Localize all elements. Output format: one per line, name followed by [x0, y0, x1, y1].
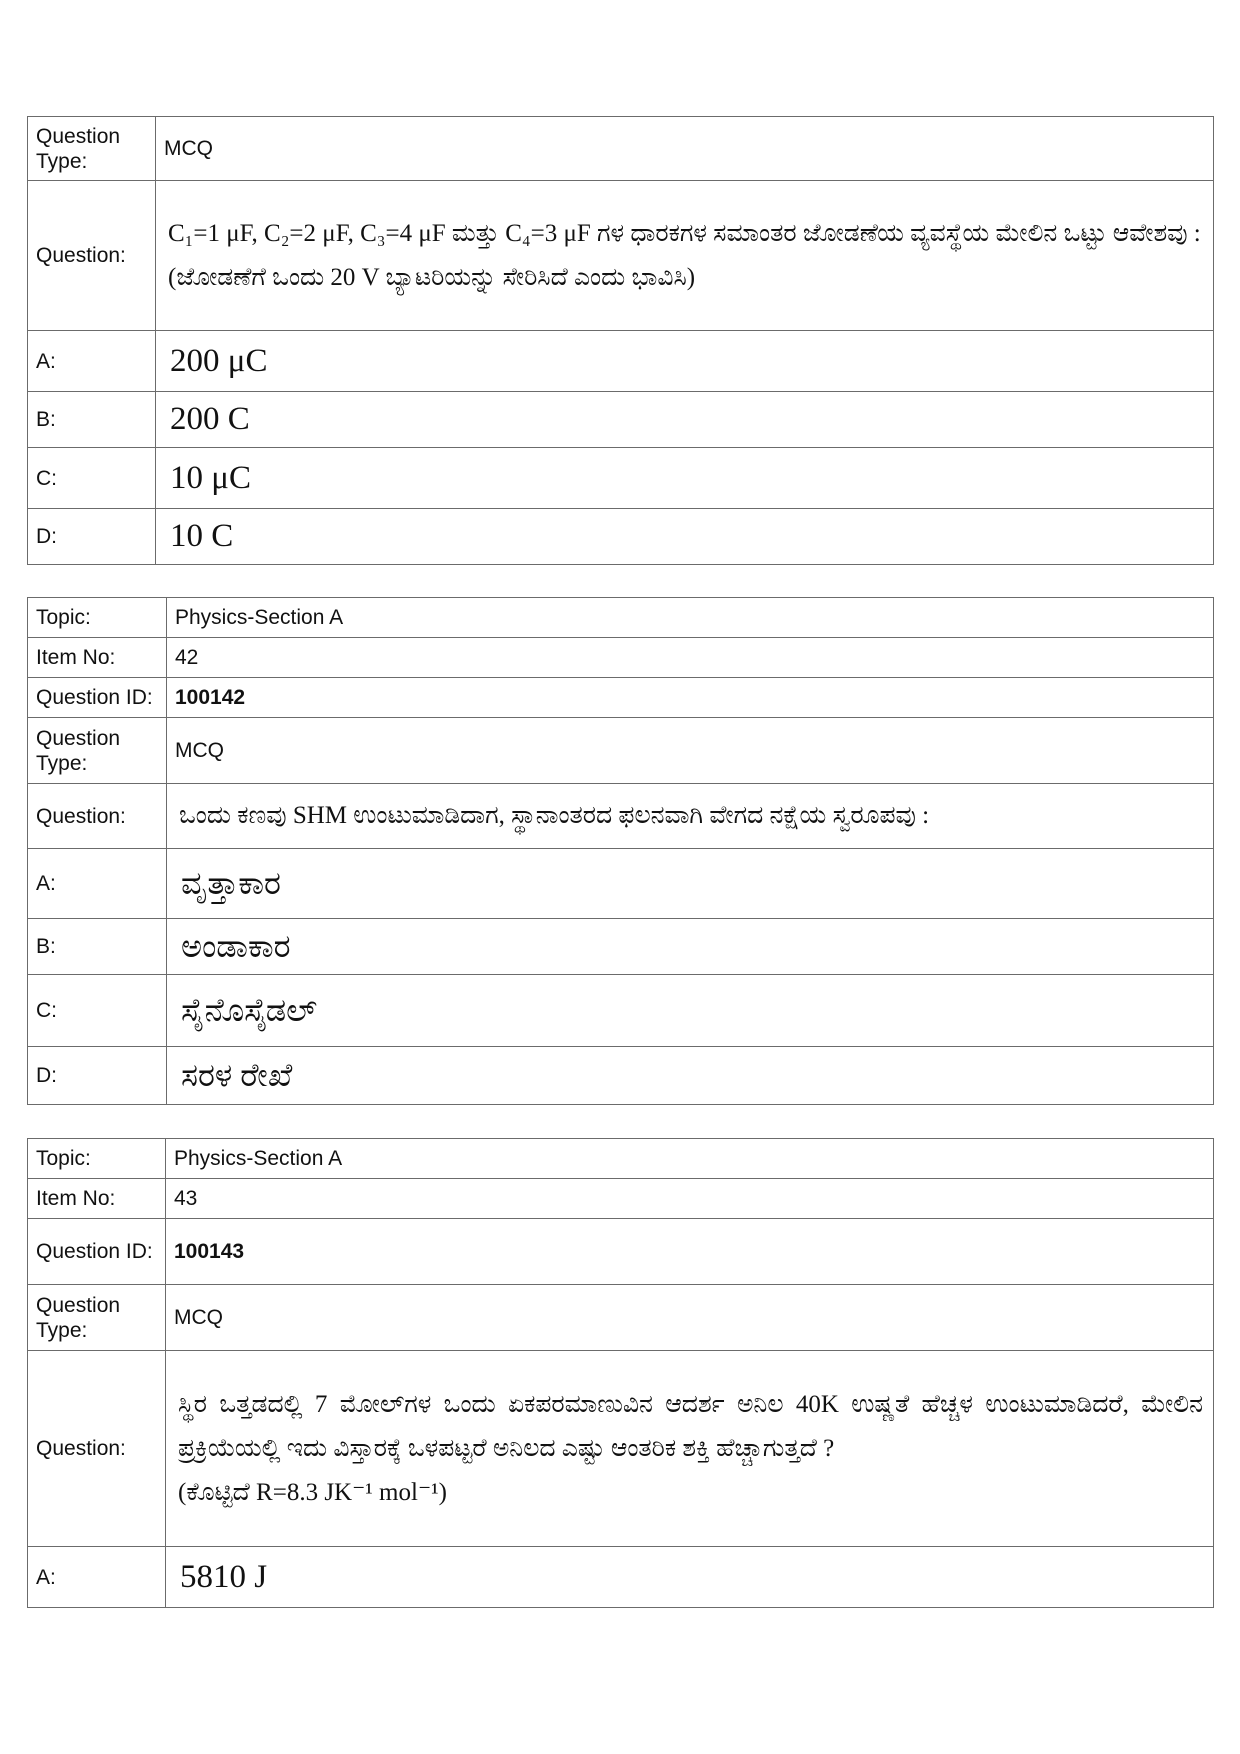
question-text-line-1: C₁=1 μF, C₂=2 μF, C₃=4 μF ಮತ್ತು C₄=3 μF ಗಳ ಧಾರಕಗಳ ಸಮಾಂತರ ಜೋಡಣೆಯ ವ್ಯವಸ್ಥೆಯ ಮೇಲಿನ ಒಟ್ಟು ಆವೇಶವು : — [168, 219, 1201, 247]
option-row-a — [28, 1547, 1214, 1608]
question-text-line-1: ಸ್ಥಿರ ಒತ್ತಡದಲ್ಲಿ 7 ಮೋಲ್‌ಗಳ ಒಂದು ಏಕಪರಮಾಣುವಿನ ಆದರ್ಶ ಅನಿಲ 40K ಉಷ್ಣತೆ ಹೆಚ್ಚಳ ಉಂಟುಮಾಡಿದರೆ, ಮೇಲಿನ ಪ್ರಕ್ರಿಯೆಯಲ್ಲಿ ಇದು ವಿಸ್ತಾರಕ್ಕೆ ಒಳಪಟ್ಟರೆ ಅನಿಲದ ಎಷ್ಟು ಆಂತರಿಕ ಶಕ್ತಿ ಹೆಚ್ಚಾಗುತ್ತದೆ ? — [178, 1390, 1203, 1462]
question-label: Question: — [28, 1351, 166, 1547]
item-no-label: Item No: — [28, 1179, 166, 1219]
question-id-label: Question ID: — [28, 1219, 166, 1285]
question-type-row — [28, 117, 1214, 181]
option-value-a: 200 μC — [156, 331, 1214, 392]
option-value-a: ವೃತ್ತಾಕಾರ — [167, 849, 1214, 919]
question-block-1 — [27, 116, 1214, 565]
option-row-d — [28, 1047, 1214, 1105]
question-row — [28, 1351, 1214, 1547]
option-row-a — [28, 849, 1214, 919]
question-block-3 — [27, 1138, 1214, 1608]
option-value-b: 200 C — [156, 392, 1214, 448]
option-label-a: A: — [28, 1547, 166, 1608]
option-label-c: C: — [28, 448, 156, 509]
option-label-a: A: — [28, 849, 167, 919]
option-label-d: D: — [28, 1047, 167, 1105]
question-block-2 — [27, 597, 1214, 1105]
topic-value: Physics-Section A — [167, 598, 1214, 638]
option-label-b: B: — [28, 919, 167, 975]
item-no-value: 42 — [167, 638, 1214, 678]
question-text: ಒಂದು ಕಣವು SHM ಉಂಟುಮಾಡಿದಾಗ, ಸ್ಥಾನಾಂತರದ ಫಲನವಾಗಿ ವೇಗದ ನಕ್ಷೆಯ ಸ್ವರೂಪವು : — [167, 784, 1214, 849]
option-row-d — [28, 509, 1214, 565]
question-text-line-2: (ಜೋಡಣೆಗೆ ಒಂದು 20 V ಬ್ಯಾಟರಿಯನ್ನು ಸೇರಿಸಿದೆ ಎಂದು ಭಾವಿಸಿ) — [168, 263, 696, 291]
item-no-label: Item No: — [28, 638, 167, 678]
item-no-value: 43 — [166, 1179, 1214, 1219]
question-row — [28, 784, 1214, 849]
option-value-a: 5810 J — [166, 1547, 1214, 1608]
option-row-b — [28, 919, 1214, 975]
option-row-c — [28, 448, 1214, 509]
topic-value: Physics-Section A — [166, 1139, 1214, 1179]
question-type-row — [28, 718, 1214, 784]
question-row — [28, 181, 1214, 331]
topic-label: Topic: — [28, 1139, 166, 1179]
question-id-label: Question ID: — [28, 678, 167, 718]
question-id-row — [28, 1219, 1214, 1285]
item-no-row — [28, 1179, 1214, 1219]
question-text — [156, 181, 1214, 331]
item-no-row — [28, 638, 1214, 678]
question-type-value: MCQ — [156, 117, 1214, 181]
question-type-label: Question Type: — [28, 117, 156, 181]
question-id-row — [28, 678, 1214, 718]
question-type-value: MCQ — [167, 718, 1214, 784]
option-label-d: D: — [28, 509, 156, 565]
question-id-value: 100142 — [167, 678, 1214, 718]
question-text — [166, 1351, 1214, 1547]
option-value-c: 10 μC — [156, 448, 1214, 509]
question-label: Question: — [28, 181, 156, 331]
question-label: Question: — [28, 784, 167, 849]
option-row-a — [28, 331, 1214, 392]
option-value-b: ಅಂಡಾಕಾರ — [167, 919, 1214, 975]
question-type-value: MCQ — [166, 1285, 1214, 1351]
topic-row — [28, 1139, 1214, 1179]
question-type-row — [28, 1285, 1214, 1351]
option-row-c — [28, 975, 1214, 1047]
question-id-value: 100143 — [166, 1219, 1214, 1285]
option-label-b: B: — [28, 392, 156, 448]
question-type-label: Question Type: — [28, 718, 167, 784]
topic-label: Topic: — [28, 598, 167, 638]
option-label-a: A: — [28, 331, 156, 392]
question-type-label: Question Type: — [28, 1285, 166, 1351]
topic-row — [28, 598, 1214, 638]
option-value-d: ಸರಳ ರೇಖೆ — [167, 1047, 1214, 1105]
option-row-b — [28, 392, 1214, 448]
option-label-c: C: — [28, 975, 167, 1047]
option-value-c: ಸೈನೊಸೈಡಲ್ — [167, 975, 1214, 1047]
option-value-d: 10 C — [156, 509, 1214, 565]
question-text-line-2: (ಕೊಟ್ಟಿದೆ R=8.3 JK⁻¹ mol⁻¹) — [178, 1478, 447, 1506]
